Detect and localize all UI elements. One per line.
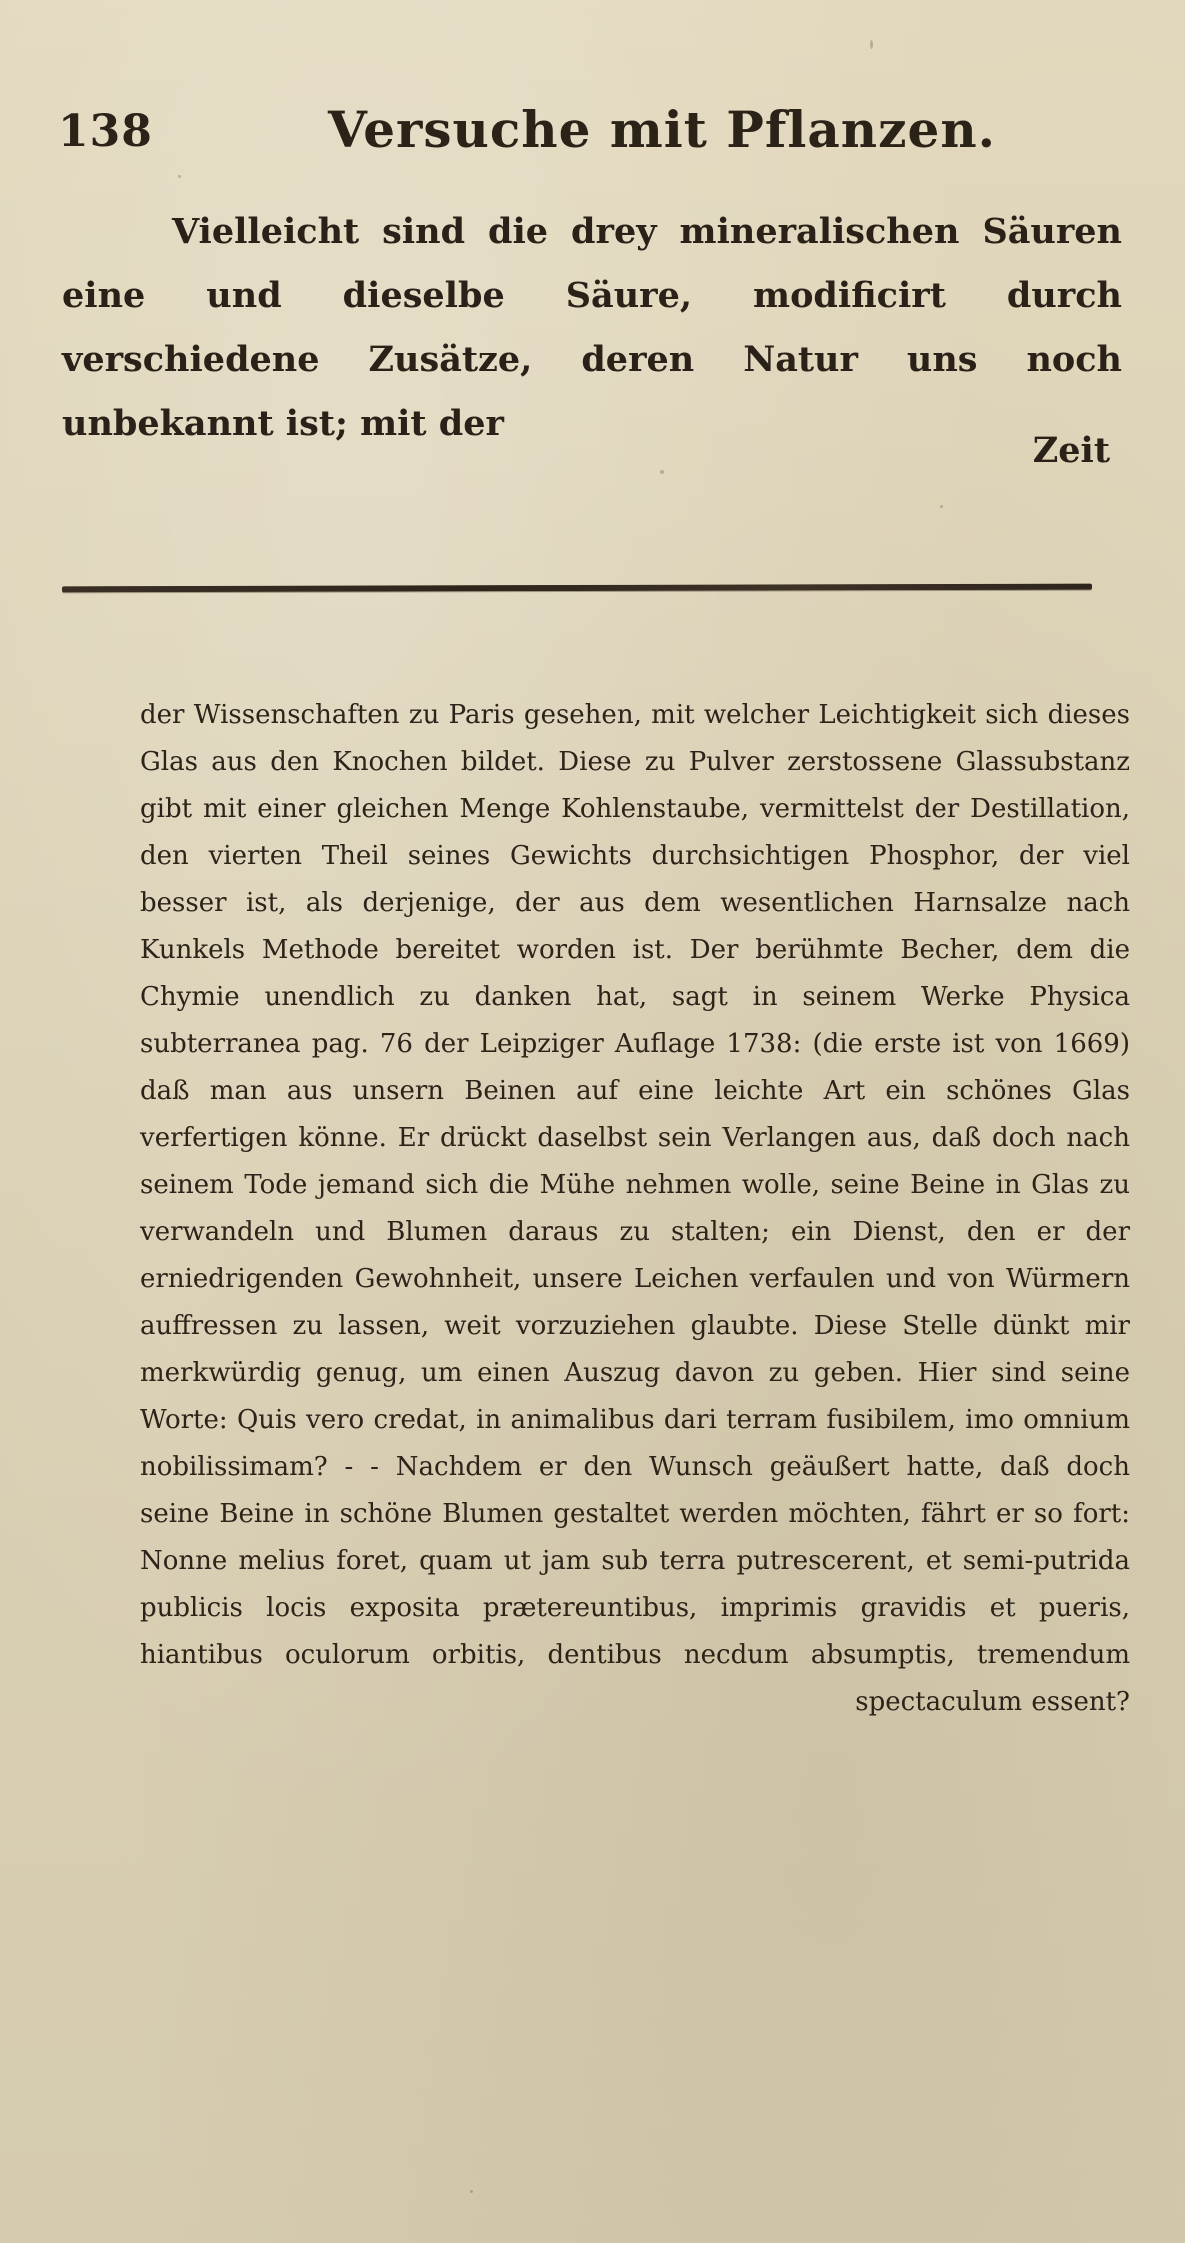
paper-speck: [660, 470, 664, 474]
paper-speck: [470, 2190, 473, 2193]
separator-rule: [62, 584, 1092, 593]
lower-paragraph: der Wissenschaften zu Paris gesehen, mit welcher Leichtigkeit sich dieses Glas aus den Knochen bildet. Diese zu Pulver zerstossene Glassubstanz gibt mit einer gleichen Menge Kohlenstaube, vermittelst der Destillation, den vierten Theil seines Gewichts durchsichtigen Phosphor, der viel besser ist, als derjenige, der aus dem wesentlichen Harnsalze nach Kunkels Methode bereitet worden ist. Der berühmte Becher, dem die Chymie unendlich zu danken hat, sagt in seinem Werke Physica subterranea pag. 76 der Leipziger Auflage 1738: (die erste ist von 1669) daß man aus unsern Beinen auf eine leichte Art ein schönes Glas verfertigen könne. Er drückt daselbst sein Verlangen aus, daß doch nach seinem Tode jemand sich die Mühe nehmen wolle, seine Beine in Glas zu verwandeln und Blumen daraus zu stalten; ein Dienst, den er der erniedrigenden Gewohnheit, unsere Leichen verfaulen und von Würmern auffressen zu lassen, weit vorzuziehen glaubte. Diese Stelle dünkt mir merkwürdig genug, um einen Auszug davon zu geben. Hier sind seine Worte: Quis vero credat, in animalibus dari terram fusibilem, imo omnium nobilissimam? - - Nachdem er den Wunsch geäußert hatte, daß doch seine Beine in schöne Blumen gestaltet werden möchten, fährt er so fort: Nonne melius foret, quam ut jam sub terra putrescerent, et semi-putrida publicis locis exposita prætereuntibus, imprimis gravidis et pueris, hiantibus oculorum orbitis, dentibus necdum absumptis, tremendum spectaculum essent?: [140, 700, 1130, 1717]
running-title: Versuche mit Pflanzen.: [328, 100, 997, 159]
paper-speck: [940, 505, 943, 508]
catchword: Zeit: [1032, 430, 1110, 471]
paper-speck: [870, 40, 873, 49]
upper-paragraph: Vielleicht sind die drey mineralischen Säuren eine und dieselbe Säure, modificirt durch verschiedene Zusätze, deren Natur uns noch unbekannt ist; mit der: [62, 211, 1122, 444]
paper-speck: [178, 175, 181, 178]
page-header: [58, 96, 1118, 166]
page-number: 138: [58, 106, 153, 157]
